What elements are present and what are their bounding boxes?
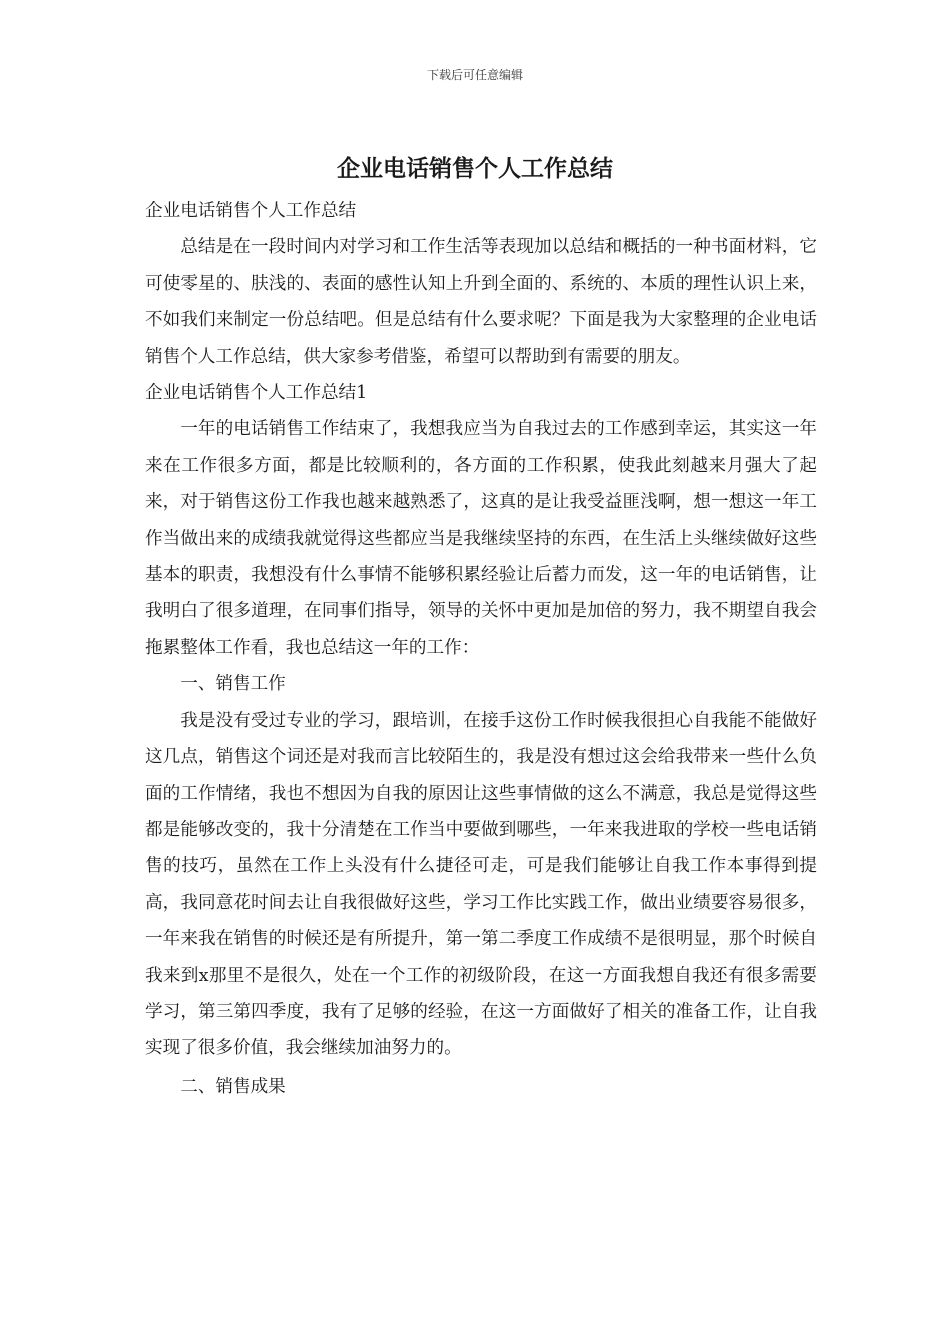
paragraph-year-summary: 一年的电话销售工作结束了，我想我应当为自我过去的工作感到幸运，其实这一年来在工作很多方面，都是比较顺利的，各方面的工作积累，使我此刻越来月强大了起来，对于销售这份工作我也越来越熟悉了，这真的是让我受益匪浅啊，想一想这一年工作当做出来的成绩我就觉得这些都应当是我继续坚持的东西，在生活上头继续做好这些基本的职责，我想没有什么事情不能够积累经验让后蓄力而发，这一年的电话销售，让我明白了很多道理，在同事们指导，领导的关怀中更加是加倍的努力，我不期望自我会拖累整体工作看，我也总结这一年的工作： <box>145 419 817 658</box>
section-heading-1: 企业电话销售个人工作总结1 <box>145 383 368 404</box>
paragraph-intro: 总结是在一段时间内对学习和工作生活等表现加以总结和概括的一种书面材料，它可使零星的、肤浅的、表面的感性认知上升到全面的、系统的、本质的理性认识上来，不如我们来制定一份总结吧。但是总结有什么要求呢？下面是我为大家整理的企业电话销售个人工作总结，供大家参考借鉴，希望可以帮助到有需要的朋友。 <box>145 237 817 367</box>
document-body <box>145 193 817 1105</box>
paragraph-subtitle: 企业电话销售个人工作总结 <box>145 201 357 221</box>
subheading-sales-work: 一、销售工作 <box>180 674 286 695</box>
header-note: 下载后可任意编辑 <box>426 68 523 82</box>
paragraph-sales-work: 我是没有受过专业的学习，跟培训，在接手这份工作时候我很担心自我能不能做好这几点，销售这个词还是对我而言比较陌生的，我是没有想过这会给我带来一些什么负面的工作情绪，我也不想因为自我的原因让这些事情做的这么不满意，我总是觉得这些都是能够改变的，我十分清楚在工作当中要做到哪些，一年来我进取的学校一些电话销售的技巧，虽然在工作上头没有什么捷径可走，可是我们能够让自我工作本事得到提高，我同意花时间去让自我很做好这些，学习工作比实践工作，做出业绩要容易很多，一年来我在销售的时候还是有所提升，第一第二季度工作成绩不是很明显，那个时候自我来到x那里不是很久，处在一个工作的初级阶段，在这一方面我想自我还有很多需要学习，第三第四季度，我有了足够的经验，在这一方面做好了相关的准备工作，让自我实现了很多价值，我会继续加油努力的。 <box>145 710 817 1059</box>
document-title: 企业电话销售个人工作总结 <box>337 155 613 182</box>
subheading-sales-results: 二、销售成果 <box>180 1076 286 1097</box>
